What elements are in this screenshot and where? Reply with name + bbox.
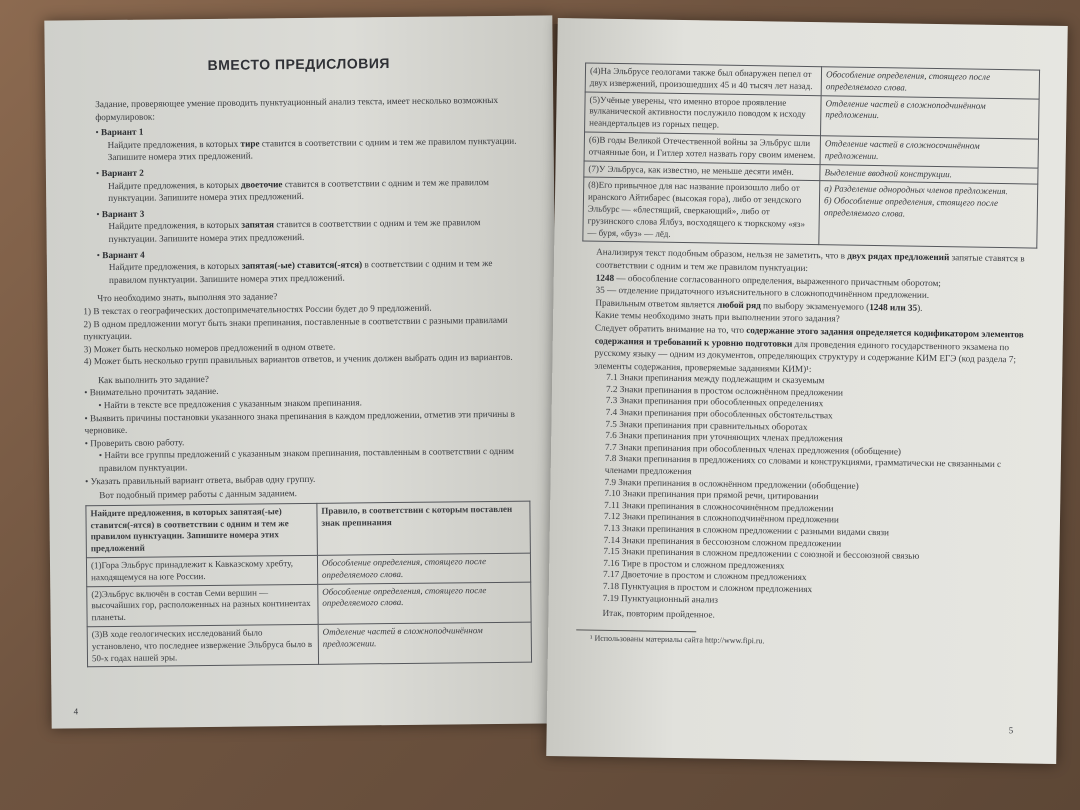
list-item: 7.1 Знаки препинания между подлежащим и сказуемым [606, 372, 825, 386]
list-item: • Найти в тексте все предложения с указанным знаком препинания. [84, 395, 529, 412]
variant-name: Вариант 3 [101, 208, 145, 219]
table-cell: (2)Эльбрус включён в состав Семи вершин — высочайших гор, расположенных на разных континентах планеты. [87, 584, 318, 627]
footnote: ¹ Использованы материалы сайта http://www.fipi.ru. [590, 633, 765, 646]
list-item: 7.17 Двоеточие в простом и сложном предложениях [603, 569, 807, 583]
variant-2: • Вариант 2 Найдите предложения, в которых двоеточие ставится в соответствии с одним и тем же правилом пунктуации. Запишите номера этих предложений. [82, 163, 527, 205]
variant-name: Вариант 2 [101, 167, 144, 179]
table-cell: (7)У Эльбруса, как известно, не меньше десяти имён. [584, 161, 820, 182]
variant-4: • Вариант 4 Найдите предложения, в которых запятая(-ые) ставится(-ятся) в соответствии с одним и тем же правилом пунктуации. Запишите номера этих предложений. [83, 244, 528, 286]
table-header: Найдите предложения, в которых запятая(-ые) ставится(-ятся) в соответствии с одним и тем же правилом пунктуации. Запишите номера этих предложений [86, 503, 317, 558]
list-item: 7.14 Знаки препинания в бессоюзном сложном предложении [603, 534, 842, 549]
table-cell: (4)На Эльбрусе геологами также был обнаружен пепел от двух извержений, произошедших 45 и 40 тысяч лет назад. [585, 63, 821, 95]
example-table [85, 500, 532, 667]
table-cell: (3)В ходе геологических исследований было установлено, что последнее извержение Эльбруса было в 50-х годах нашей эры. [87, 624, 318, 667]
right-page [546, 18, 1068, 764]
page-title: ВМЕСТО ПРЕДИСЛОВИЯ [207, 55, 391, 73]
list-item: 7.4 Знаки препинания при обособленных обстоятельствах [605, 406, 833, 421]
list-item: 7.12 Знаки препинания в сложноподчинённом предложении [603, 511, 839, 525]
list-item: 2) В одном предложении могут быть знаки препинания, поставленные в соответствии с разными правилами пунктуации. [83, 314, 508, 342]
table-row [87, 582, 531, 627]
table-row [86, 553, 530, 586]
page-number: 5 [1008, 725, 1014, 736]
list-item: 7.16 Тире в простом и сложном предложениях [603, 557, 785, 571]
list-item: 1) В текстах о географических достопримечательностях России будет до 9 предложений. [83, 302, 432, 317]
table-cell: (8)Его привычное для нас название произошло либо от иранского Айтибарес (высокая гора), либо от зендского Эльбурс — «блестящий, сверкающий», либо от грузинского слова Ялбуз, восходящего к тюркскому «яз» — буря, «буз» — лёд. [583, 177, 820, 245]
table-cell: Отделение частей в сложносочинённом предложении. [820, 136, 1038, 168]
how-list [84, 382, 530, 487]
list-item: 7.7 Знаки препинания при обособленных членах предложения (обобщение) [605, 441, 902, 457]
list-item: 7.15 Знаки препинания в сложном предложении с союзной и бессоюзной связью [603, 546, 920, 561]
list-item: 7.10 Знаки препинания при прямой речи, цитировании [604, 488, 819, 502]
variant-name: Вариант 1 [100, 126, 144, 138]
list-item: • Указать правильный вариант ответа, выбрав одну группу. [85, 470, 530, 487]
table-cell: Обособление определения, стоящего после определяемого слова. [821, 67, 1039, 99]
list-item: 7.9 Знаки препинания в осложнённом предложении (обобщение) [604, 476, 859, 491]
list-item: • Проверить свою работу. [85, 432, 530, 449]
table-cell: Отделение частей в сложноподчинённом предложении. [821, 95, 1040, 139]
list-item: 7.18 Пунктуация в простом и сложном предложениях [602, 580, 813, 595]
topics-list [577, 372, 1036, 611]
list-item: • Выявить причины постановки указанного знака препинания в каждом предложении, отметив эти причины в черновике. [84, 407, 529, 437]
table-cell: (6)В годы Великой Отечественной войны за Эльбрус шли отчаянные бои, и Гитлер хотел назвать гору своим именем. [584, 132, 820, 164]
table-cell: а) Разделение однородных членов предложения. б) Обособление определения, стоящего после определяемого слова. [819, 181, 1038, 248]
variant-3: • Вариант 3 Найдите предложения, в которых запятая ставится в соответствии с одним и тем же правилом пунктуации. Запишите номера этих предложений. [82, 203, 527, 245]
variant-name: Вариант 4 [102, 249, 145, 260]
list-item: 7.2 Знаки препинания в простом осложнённом предложении [605, 383, 844, 398]
table-cell: Выделение вводной конструкции. [820, 164, 1038, 184]
list-item: 3) Может быть несколько номеров предложений в одном ответе. [83, 341, 336, 354]
right-text-block [576, 62, 1040, 651]
left-page [44, 15, 559, 728]
list-item: 7.19 Пунктуационный анализ [602, 592, 719, 605]
need-list [83, 301, 529, 369]
list-item: • Внимательно прочитать задание. [84, 382, 529, 399]
table-header: Правило, в соответствии с которым поставлен знак препинания [317, 501, 531, 555]
need-heading: Что необходимо знать, выполняя это задание? [97, 291, 278, 304]
table-header-row [86, 501, 531, 558]
list-item: 7.13 Знаки препинания в сложном предложении с разными видами связи [603, 522, 890, 538]
how-heading: Как выполнить это задание? [98, 373, 209, 386]
list-item: 7.8 Знаки препинания в предложениях со словами и конструкциями, грамматически не связанными с членами предложения [604, 453, 1002, 477]
intro-paragraph: Задание, проверяющее умение проводить пунктуационный анализ текста, имеет несколько возможных формулировок: [95, 94, 499, 122]
table-row [87, 622, 531, 667]
variant-1: • Вариант 1 Найдите предложения, в которых тире ставится в соответствии с одним и тем же правилом пунктуации. Запишите номера этих предложений. [81, 122, 526, 164]
table-cell: Отделение частей в сложноподчинённом предложении. [318, 622, 532, 665]
list-item: 7.6 Знаки препинания при уточняющих членах предложения [605, 430, 843, 444]
list-item: • Найти все группы предложений с указанным знаком препинания, поставленным в соответствии с одним правилом пунктуации. [85, 445, 530, 475]
table-cell: Обособление определения, стоящего после определяемого слова. [318, 582, 532, 625]
list-item: 4) Может быть несколько групп правильных вариантов ответов, и ученик должен выбрать один из вариантов. [83, 352, 513, 367]
repeat-line: Итак, повторим пройденное. [602, 607, 715, 620]
table-row [583, 177, 1038, 248]
table-cell: (5)Учёные уверены, что именно второе проявление вулканической активности послужило поводом к исходу неандертальцев из горных пещер. [585, 92, 822, 136]
table-cell: (1)Гора Эльбрус принадлежит к Кавказскому хребту, находящемуся на юге России. [86, 555, 317, 586]
list-item: 7.5 Знаки препинания при сравнительных оборотах [605, 418, 808, 432]
list-item: 7.3 Знаки препинания при обособленных определениях [605, 395, 824, 409]
list-item: 7.11 Знаки препинания в сложносочинённом предложении [604, 499, 834, 514]
analysis-paragraph: Анализируя текст подобным образом, нельзя не заметить, что в двух рядах предложений запятые ставятся в соответствии с одним и тем же правилом пунктуации: 1248 — обособление согласованного определения, выраженного причастным оборотом; 35 — отделение придаточного изъяснительного в сложноподчинённом предложении. Правильным ответом является любой ряд по выбору экзаменуемого (1248 или 35). Какие темы необходимо знать при выполнении этого задания? Следует обратить внимание на то, что содержание этого задания определяется кодификатором элементов содержания и требований к уровню подготовки для проведения единого государственного экзамена по русскому языку — одним из документов, определяющих структуру и содержание КИМ ЕГЭ (код раздела 7; элементы содержания, проверяемые заданиями КИМ)¹: [594, 247, 1025, 374]
left-text-block [81, 94, 532, 668]
page-number: 4 [73, 706, 79, 717]
table-cell: Обособление определения, стоящего после определяемого слова. [317, 553, 530, 584]
example-intro: Вот подобный пример работы с данным заданием. [99, 488, 297, 501]
continued-table [582, 62, 1040, 248]
table-row [585, 92, 1040, 140]
